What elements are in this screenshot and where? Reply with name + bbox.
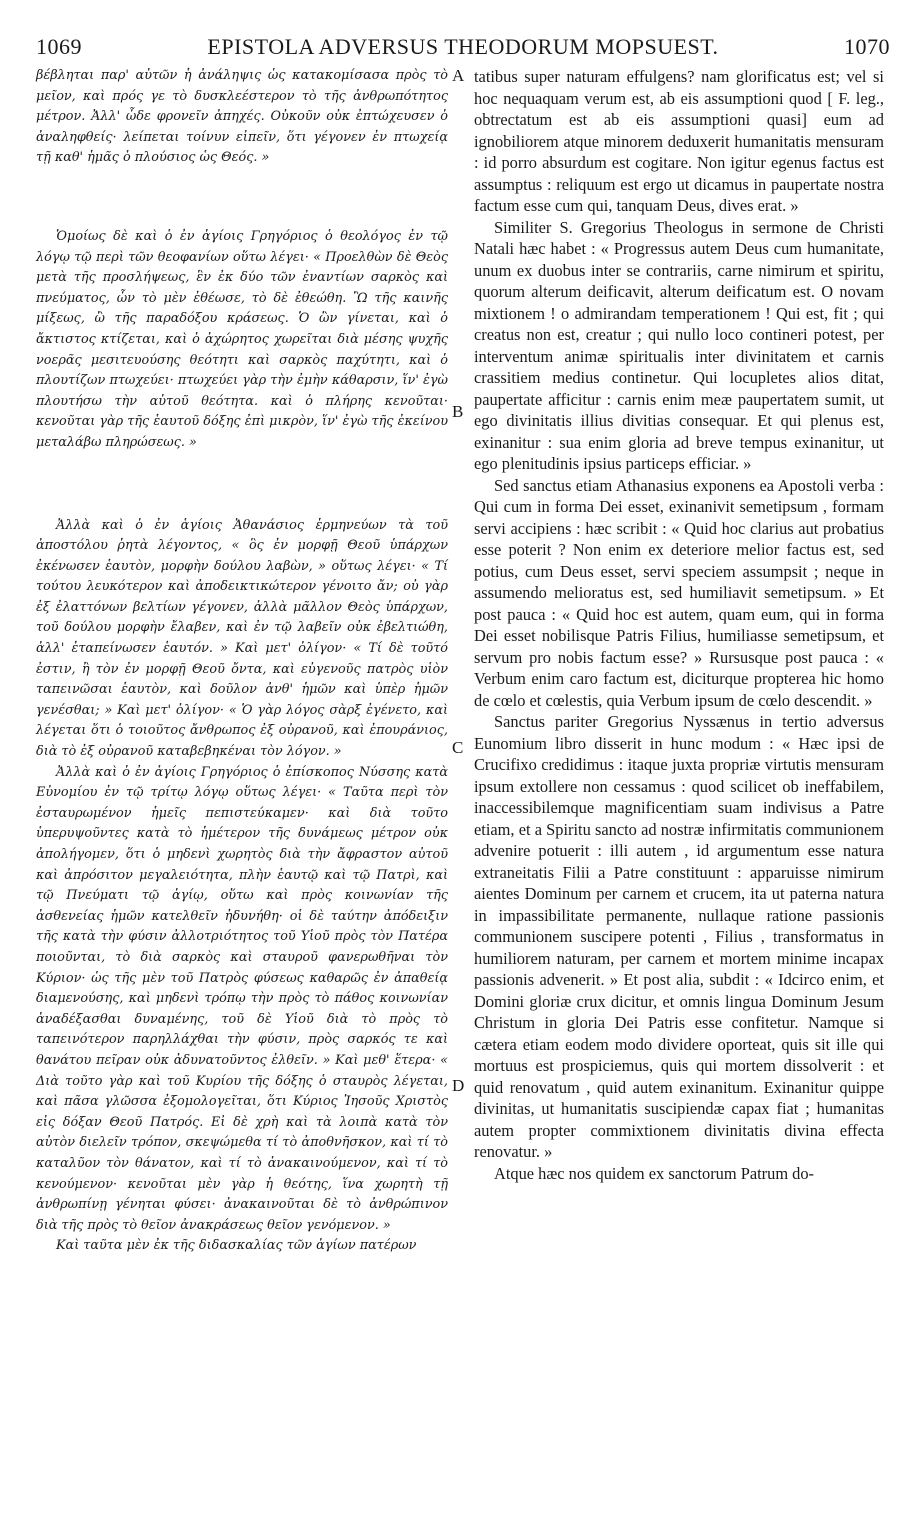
page-number-left: 1069 bbox=[36, 34, 82, 59]
margin-letter-b: B bbox=[452, 402, 464, 421]
greek-paragraph-5: Καὶ ταῦτα μὲν ἐκ τῆς διδασκαλίας τῶν ἁγίων πατέρων bbox=[56, 1238, 417, 1254]
greek-column bbox=[36, 66, 448, 1257]
margin-letter-a: A bbox=[452, 66, 465, 85]
latin-column bbox=[474, 66, 884, 1184]
page-number-right: 1070 bbox=[844, 34, 890, 59]
margin-letter-d: D bbox=[452, 1076, 465, 1095]
greek-paragraph-3: Ἀλλὰ καὶ ὁ ἐν ἁγίοις Ἀθανάσιος ἑρμηνεύων τὰ τοῦ ἀποστόλου ῥητὰ λέγοντος, « ὃς ἐν μορφῇ Θεοῦ ὑπάρχων ἐκένωσεν ἑαυτὸν, μορφὴν δούλου λαβὼν, » οὕτως λέγει· « Τί τούτου λευκότερον καὶ ἀποδεικτικώτερον γένοιτο ἄν; οὐ γὰρ ἐξ ἐλαττόνων βελτίων γέγονεν, ἀλλὰ μᾶλλον Θεὸς ὑπάρχων, τοῦ δούλου μορφὴν ἔλαβεν, καὶ ἐν τῷ λαβεῖν οὐκ ἐβελτιώθη, ἀλλ' ἐταπείνωσεν ἑαυτόν. » Καὶ μετ' ὀλίγον· « Τί δὲ τοῦτό ἐστιν, ἢ τὸν ἐν μορφῇ Θεοῦ ὄντα, καὶ εὐγενοῦς πατρὸς υἱὸν ταπεινῶσαι ἑαυτὸν, καὶ δοῦλον ἀνθ' ἡμῶν καὶ ὑπὲρ ἡμῶν γενέσθαι; » Καὶ μετ' ὀλίγον· « Ὁ γὰρ λόγος σὰρξ ἐγένετο, καὶ λέγεται ὅτι ὁ τοιοῦτος ἄνθρωπος ἐξ οὐρανοῦ, καὶ ἐπουράνιος, διὰ τὸ ἐξ οὐρανοῦ καταβεβηκέναι τὸν λόγον. » bbox=[36, 517, 448, 760]
latin-paragraph-3: Sed sanctus etiam Athanasius exponens ea Apostoli verba : Qui cum in forma Dei esset, exinanivit semetipsum , formam servi accipiens : hæc scribit : « Quid hoc clarius aut probatius esse poterit ? Non enim ex deteriore melior factus est, sed potius, cum Deus esset, servi speciem assumpsit ; neque in assumendo melioratus est, sed humiliavit semetipsum. » Et post pauca : « Quid hoc est autem, quam eum, qui in forma Dei esset nobilisque Patris Filius, humiliasse semetipsum, et servum pro nobis factum esse? » Rursusque post pauca : « Verbum enim caro factum est, diciturque propterea hic homo de cœlo et cœlestis, quia Verbum ipsum de cœlo descendit. » bbox=[474, 475, 884, 710]
running-title: EPISTOLA ADVERSUS THEODORUM MOPSUEST. bbox=[207, 34, 719, 59]
latin-paragraph-4: Sanctus pariter Gregorius Nyssænus in tertio adversus Eunomium libro disserit in hunc modum : « Hæc ipsi de Crucifixo credidimus : itaque juxta propriæ virtutis mensuram ipsum extollere non cessamus : quod scilicet ob ineffabilem, inaccessibilemque magnificentiam suam indivisus a Patre etiam, et a Spiritu sancto ad nostræ infirmitatis communionem advenire potuerit : illi autem , id argumentum esse natura extraneitatis Filii a Patre constituunt : apparuisse nimirum aientes Dominum per carnem et crucem, ita ut paterna natura in impassibilitate permanente, nullaque ratione passionis communionem suscipere potenti , Filius , transformatus in humiliorem naturam, per carnem et mortem minime incapax passionis advenerit. » Et post alia, subdit : « Idcirco enim, et Domini gloriæ crux dicitur, et omnis lingua Dominum Jesum Christum in gloria Dei Patris esse confitetur. Namque si cætera etiam eodem modo dividere oporteat, quis sit ille qui mortuus est prospiciemus, quis qui mortem dissolverit : et quid renovatum , quid autem exinanitum. Exinanitur quippe divinitas, ut humanitatis suscipiendæ capax fiat ; humanitas autem propter commixtionem divinitatis divina effecta renovatur. » bbox=[474, 712, 884, 1161]
greek-paragraph-4: Ἀλλὰ καὶ ὁ ἐν ἁγίοις Γρηγόριος ὁ ἐπίσκοπος Νύσσης κατὰ Εὐνομίου ἐν τῷ τρίτῳ λόγῳ οὕτως λέγει· « Ταῦτα περὶ τὸν ἐσταυρωμένον ἡμεῖς πεπιστεύκαμεν· καὶ διὰ τοῦτο ὑπερυψοῦντες κατὰ τὸ ἡμέτερον τῆς δυνάμεως μέτρον οὐκ ἀπολήγομεν, ὅτι ὁ μηδενὶ χωρητὸς διὰ τὴν ἄφραστον αὐτοῦ καὶ ἀπρόσιτον μεγαλειότητα, πλὴν ἑαυτῷ καὶ τῷ Πατρὶ, καὶ τῷ Πνεύματι τῷ ἁγίῳ, οὕτω καὶ πρὸς κοινωνίαν τῆς ἀσθενείας ἡμῶν κατελθεῖν ἠδυνήθη· οἱ δὲ ταύτην ἀπόδειξιν τῆς κατὰ τὴν φύσιν ἀλλοτριότητος τοῦ Υἱοῦ πρὸς τὸν Πατέρα ποιοῦνται, τὸ διὰ σαρκὸς καὶ σταυροῦ φανερωθῆναι τὸν Κύριον· ὡς τῆς μὲν τοῦ Πατρὸς φύσεως καθαρῶς ἐν ἀπαθείᾳ διαμενούσης, καὶ μηδενὶ τρόπῳ τὴν πρὸς τὸ πάθος κοινωνίαν ἀναδέξασθαι δυναμένης, τοῦ δὲ Υἱοῦ διὰ τὸ πρὸς τὸ ταπεινότερον παρηλλάχθαι τὴν φύσιν, πρὸς σαρκός τε καὶ θανάτου πεῖραν οὐκ ἀδυνατοῦντος ἐλθεῖν. » Καὶ μεθ' ἕτερα· « Διὰ τοῦτο γὰρ καὶ τοῦ Κυρίου τῆς δόξης ὁ σταυρὸς λέγεται, καὶ πᾶσα γλῶσσα ἐξομολογεῖται, ὅτι Κύριος Ἰησοῦς Χριστὸς εἰς δόξαν Θεοῦ Πατρός. Εἰ δὲ χρὴ καὶ τὰ λοιπὰ κατὰ τὸν αὐτὸν διελεῖν τρόπον, σκεψώμεθα τί τὸ ἀποθνῆσκον, καὶ τί τὸ καταλῦον τὸν θάνατον, καὶ τί τὸ ἀνακαινούμενον, καὶ τί τὸ κενούμενον· κενοῦται μὲν γὰρ ἡ θεότης, ἵνα χωρητὴ τῇ ἀνθρωπίνῃ γένηται φύσει· ἀνακαινοῦται δὲ τὸ ἀνθρώπινον διὰ τῆς πρὸς τὸ θεῖον ἀνακράσεως θεῖον γενόμενον. » bbox=[36, 764, 448, 1233]
greek-paragraph-1: βέβληται παρ' αὐτῶν ἡ ἀνάληψις ὡς κατακομίσασα πρὸς τὸ μεῖον, καὶ πρός γε τὸ δυσκλεέστερον τὸ τῆς ἀνθρωπότητος μέτρον. Ἀλλ' ὧδε φρονεῖν ἀπηχές. Οὐκοῦν οὐκ ἐπτώχευσεν ὁ ἀναληφθείς· λείπεται τοίνυν εἰπεῖν, ὅτι γέγονεν ἐν πτωχείᾳ τῇ καθ' ἡμᾶς ὁ πλούσιος ὡς Θεός. » bbox=[36, 68, 448, 166]
latin-paragraph-5: Atque hæc nos quidem ex sanctorum Patrum do- bbox=[494, 1163, 815, 1183]
running-header bbox=[36, 34, 890, 58]
latin-paragraph-2: Similiter S. Gregorius Theologus in sermone de Christi Natali hæc habet : « Progressus autem Deus cum humanitate, unum ex duobus inter se contrariis, carne nimirum et spiritu, quorum alterum deificavit, alterum deificatum est. O novam mixtionem ! o admirandam temperationem ! Qui est, fit ; qui creatus non est, creatur ; qui nullo loco contineri potest, per interventum animæ spiritualis inter divinitatem et carnis crassitiem medius continetur. Qui locupletes alios ditat, paupertate afficitur : carnis enim meæ paupertatem sumit, ut ego divinitatis illius divitias consequar. Et qui plenus est, exinanitur : sua enim gloria ad breve tempus exinanitur, ut ego plenitudinis ipsius particeps efficiar. » bbox=[474, 217, 884, 473]
margin-letter-c: C bbox=[452, 738, 464, 757]
greek-paragraph-2: Ὁμοίως δὲ καὶ ὁ ἐν ἁγίοις Γρηγόριος ὁ θεολόγος ἐν τῷ λόγῳ τῷ περὶ τῶν θεοφανίων οὕτω λέγει· « Προελθὼν δὲ Θεὸς μετὰ τῆς προσλήψεως, ἓν ἐκ δύο τῶν ἐναντίων σαρκὸς καὶ πνεύματος, ὧν τὸ μὲν ἐθέωσε, τὸ δὲ ἐθεώθη. Ὢ τῆς καινῆς μίξεως, ὢ τῆς παραδόξου κράσεως. Ὁ ὢν γίνεται, καὶ ὁ ἄκτιστος κτίζεται, καὶ ὁ ἀχώρητος χωρεῖται διὰ μέσης ψυχῆς νοερᾶς μεσιτευούσης θεότητι καὶ σαρκὸς παχύτητι, καὶ ὁ πλουτίζων πτωχεύει· πτωχεύει γὰρ τὴν ἐμὴν κάθαρσιν, ἵν' ἐγὼ πλουτήσω τὴν αὐτοῦ θεότητα. καὶ ὁ πλήρης κενοῦται· κενοῦται γὰρ τῆς ἑαυτοῦ δόξης ἐπὶ μικρὸν, ἵν' ἐγὼ τῆς ἐκείνου μεταλάβω πληρώσεως. » bbox=[36, 228, 448, 450]
latin-paragraph-1: tatibus super naturam effulgens? nam glorificatus est; vel si hoc nequaquam verum est, ab eis assumptioni quod [ F. leg., obtrectatum est ab eis assumptioni quasi] eum ad ignobiliorem atque minorem deduxerit humanitatis mensuram : id porro absurdum est cogitare. Non igitur egenus factus est assumptus : reliquum est ergo ut dicamus in paupertate nostra factum esse cum qui, tanquam Deus, dives erat. » bbox=[474, 67, 884, 215]
